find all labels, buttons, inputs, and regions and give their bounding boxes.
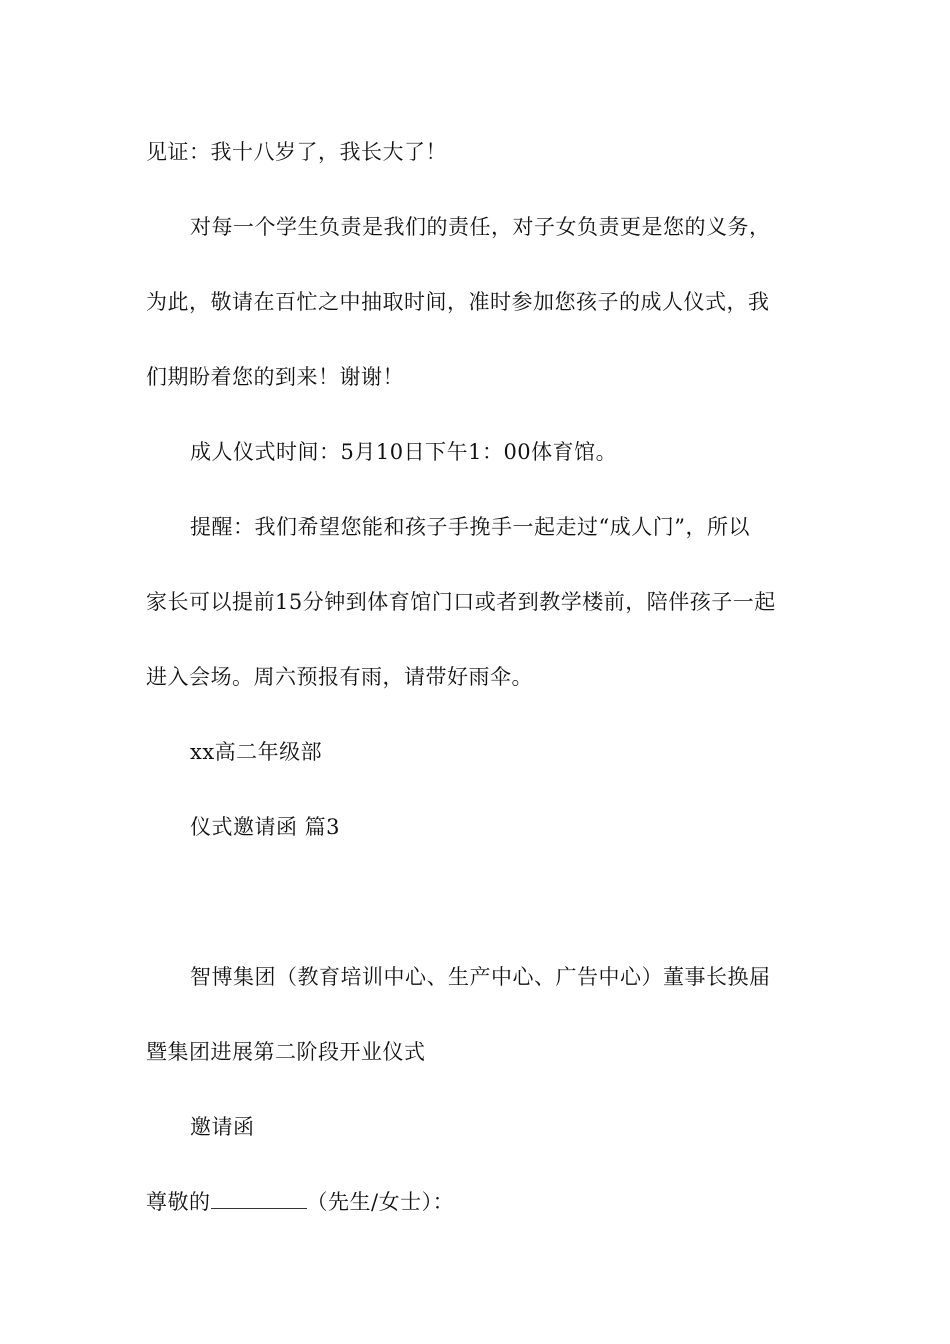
paragraph-line: 见证：我十八岁了，我长大了！ — [146, 140, 447, 164]
paragraph-line: 为此，敬请在百忙之中抽取时间，准时参加您孩子的成人仪式，我 — [146, 290, 770, 314]
paragraph-line: 成人仪式时间：5月10日下午1：00体育馆。 — [190, 440, 618, 464]
invitation-title: 邀请函 — [190, 1115, 255, 1139]
salutation-prefix: 尊敬的 — [146, 1190, 211, 1214]
paragraph-line: 智博集团（教育培训中心、生产中心、广告中心）董事长换届 — [190, 965, 771, 989]
signature-line: xx高二年级部 — [190, 740, 323, 764]
paragraph-line: 们期盼着您的到来！谢谢！ — [146, 365, 404, 389]
paragraph-line: 进入会场。周六预报有雨，请带好雨伞。 — [146, 665, 533, 689]
section-heading: 仪式邀请函 篇3 — [190, 815, 341, 839]
paragraph-line: 家长可以提前15分钟到体育馆门口或者到教学楼前，陪伴孩子一起 — [146, 590, 776, 614]
salutation-line — [146, 1189, 454, 1215]
paragraph-line: 提醒：我们希望您能和孩子手挽手一起走过“成人门”，所以 — [190, 515, 750, 539]
name-blank — [211, 1190, 307, 1209]
paragraph-line: 对每一个学生负责是我们的责任，对子女负责更是您的义务， — [190, 215, 771, 239]
paragraph-line: 暨集团进展第二阶段开业仪式 — [146, 1040, 426, 1064]
salutation-suffix: （先生/女士）： — [306, 1190, 455, 1214]
